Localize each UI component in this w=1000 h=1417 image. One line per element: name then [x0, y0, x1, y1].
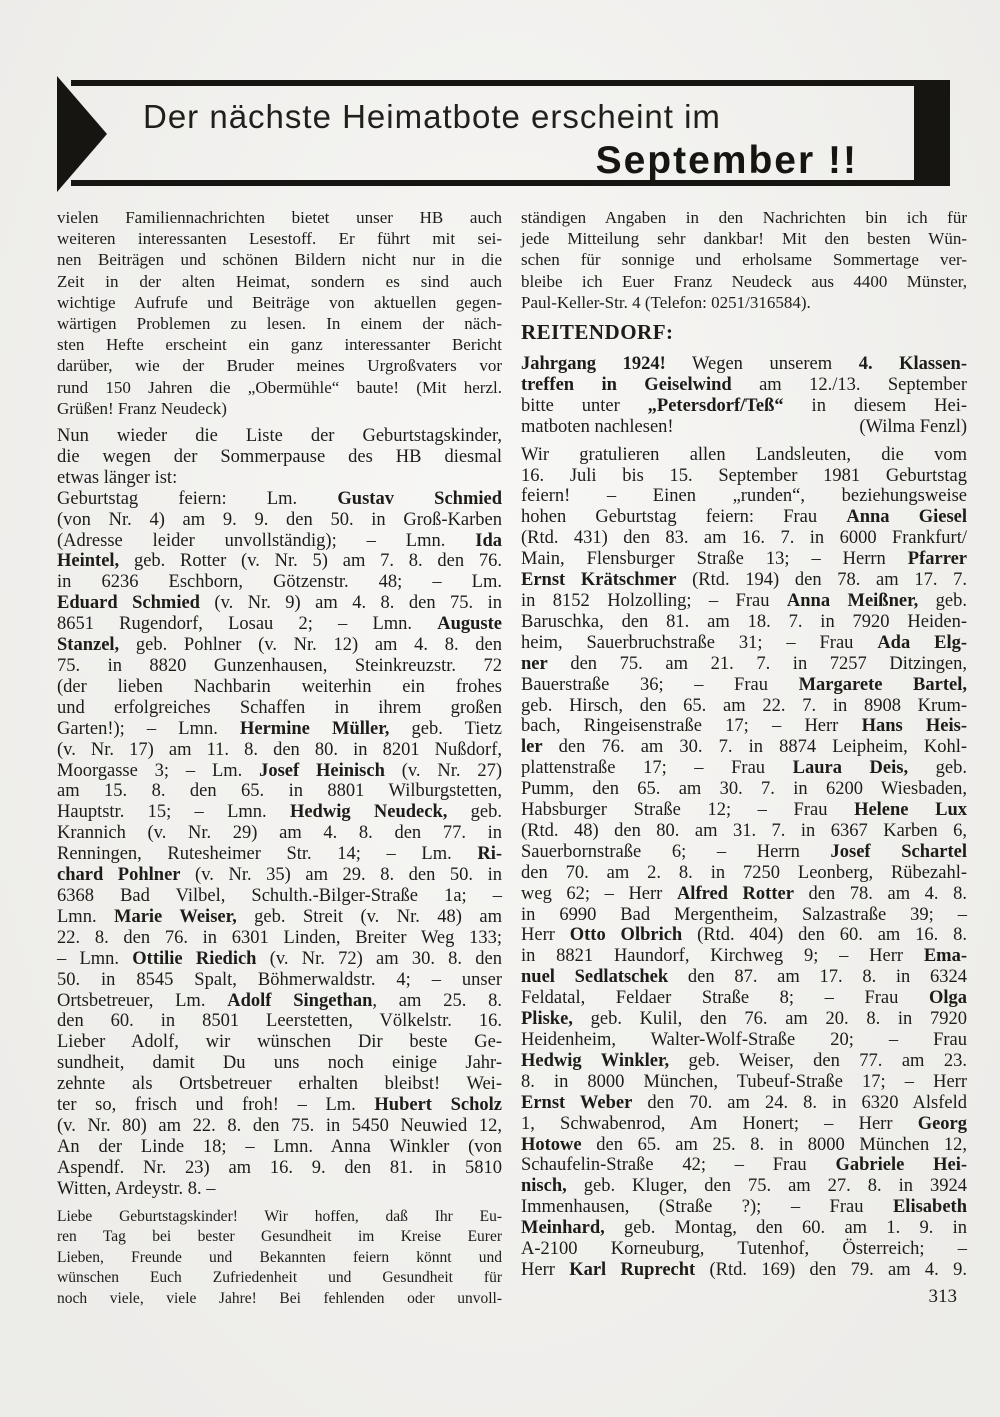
- text-line: 16. Juli bis 15. September 1981 Geburtstag: [521, 465, 967, 486]
- text-line: Geburtstag feiern: Lm. Gustav Schmied: [57, 488, 502, 509]
- banner-title: Der nächste Heimatbote erscheint im: [143, 98, 721, 135]
- text-line: Wir gratulieren allen Landsleuten, die vom: [521, 444, 967, 465]
- text-line: Ortsbetreuer, Lm. Adolf Singethan, am 25. 8.: [57, 990, 502, 1011]
- text-line: Lieben, Freunde und Bekannten feiern könnt und: [57, 1248, 502, 1266]
- text-line: 8. in 8000 München, Tubeuf-Straße 17; – Herr: [521, 1071, 967, 1092]
- text-line: 1, Schwabenrod, Am Honert; – Herr Georg: [521, 1113, 967, 1134]
- paragraph: [521, 354, 967, 438]
- banner-end-bar: [914, 86, 950, 180]
- text-line: (v. Nr. 80) am 22. 8. den 75. in 5450 Neuwied 12,: [57, 1115, 502, 1136]
- text-line: Jahrgang 1924! Wegen unserem 4. Klassen-: [521, 354, 967, 375]
- text-line: nisch, geb. Kluger, den 75. am 27. 8. in 3924: [521, 1176, 967, 1197]
- text-line: heim, Sauerbruchstraße 31; – Frau Ada Elg-: [521, 632, 967, 653]
- text-line: in 8821 Haundorf, Kirchweg 9; – Herr Ema-: [521, 946, 967, 967]
- text-line: ler den 76. am 30. 7. in 8874 Leipheim, Kohl-: [521, 737, 967, 758]
- text-line: REITENDORF:: [521, 320, 674, 345]
- text-line: Garten!); – Lmn. Hermine Müller, geb. Tietz: [57, 718, 502, 739]
- text-line: chard Pohlner (v. Nr. 35) am 29. 8. den 50. in: [57, 865, 502, 886]
- text-line: in 6990 Bad Mergentheim, Salzastraße 39; –: [521, 904, 967, 925]
- text-line: bach, Ringeisenstraße 17; – Herr Hans Heis-: [521, 716, 968, 737]
- text-line: Sauerbornstraße 6; – Herrn Josef Schartel: [521, 841, 967, 862]
- paragraph: [57, 489, 502, 1200]
- text-line: (Adresse leider unvollständig); – Lmn. Ida: [57, 530, 502, 551]
- paragraph: [57, 207, 502, 419]
- text-line: Baruschka, den 81. am 18. 7. in 7920 Heiden-: [521, 611, 967, 632]
- text-segment: (Wilma Fenzl): [859, 416, 967, 437]
- page-number: 313: [928, 1286, 957, 1307]
- text-line: (Rtd. 431) den 83. am 16. 7. in 6000 Frankfurt/: [521, 528, 967, 549]
- text-line: Stanzel, geb. Pohlner (v. Nr. 12) am 4. 8. den: [57, 635, 502, 656]
- text-line: die wegen der Sommerpause des HB diesmal: [57, 446, 502, 467]
- text-line: weiteren interessanten Lesestoff. Er führt mit sei-: [57, 229, 502, 249]
- text-line: Immenhausen, (Straße ?); – Frau Elisabeth: [521, 1197, 967, 1218]
- text-line: plattenstraße 17; – Frau Laura Deis, geb.: [521, 758, 967, 779]
- text-line: Bauerstraße 36; – Frau Margarete Bartel,: [521, 674, 967, 695]
- text-line: (von Nr. 4) am 9. 9. den 50. in Groß-Karben: [57, 509, 502, 530]
- text-line: hohen Geburtstag feiern: Frau Anna Giesel: [521, 507, 967, 528]
- text-line: ter so, frisch und froh! – Lm. Hubert Scholz: [57, 1095, 502, 1116]
- text-line: etwas länger ist:: [57, 467, 178, 488]
- text-line: ständigen Angaben in den Nachrichten bin ich für: [521, 208, 967, 227]
- text-line: 8651 Rugendorf, Losau 2; – Lmn. Auguste: [57, 614, 502, 635]
- text-line: Main, Flensburger Straße 13; – Herrn Pfarrer: [521, 549, 967, 570]
- text-line: Meinhard, geb. Montag, den 60. am 1. 9. in: [521, 1218, 967, 1239]
- text-line: sundheit, damit Du uns noch einige Jahr-: [57, 1053, 502, 1074]
- text-line: Feldatal, Feldaer Straße 8; – Frau Olga: [521, 988, 967, 1009]
- banner-subtitle: September !!: [595, 139, 858, 182]
- text-line: zehnte als Ortsbetreuer erhalten bleibst! Wei-: [57, 1074, 502, 1095]
- text-line: wichtige Aufrufe und Beiträge von aktuellen gegen-: [57, 292, 502, 312]
- text-line: 75. in 8820 Gunzenhausen, Steinkreuzstr. 72: [57, 656, 502, 676]
- text-line: Nun wieder die Liste der Geburtstagskinder,: [57, 426, 502, 447]
- text-line: Eduard Schmied (v. Nr. 9) am 4. 8. den 75. in: [57, 593, 502, 614]
- text-line: Zeit in der alten Heimat, sondern es sind auch: [57, 271, 502, 291]
- text-line: wünschen Euch Zufriedenheit und Gesundheit für: [57, 1269, 502, 1287]
- text-line: sten Hefte erscheint ein ganz interessanter Bericht: [57, 335, 502, 355]
- text-line: Habsburger Straße 12; – Frau Helene Lux: [521, 800, 967, 821]
- text-line: Herr Otto Olbrich (Rtd. 404) den 60. am 16. 8.: [521, 925, 967, 946]
- paragraph: [57, 1207, 502, 1310]
- text-line: Heidenheim, Walter-Wolf-Straße 20; – Frau: [521, 1030, 967, 1051]
- text-line: bleibe ich Euer Franz Neudeck aus 4400 Münster,: [521, 271, 967, 291]
- left-column: [57, 207, 502, 1310]
- text-line: Ernst Weber den 70. am 24. 8. in 6320 Alsfeld: [521, 1092, 967, 1113]
- text-line: nuel Sedlatschek den 87. am 17. 8. in 6324: [521, 967, 968, 988]
- text-line: Renningen, Rutesheimer Str. 14; – Lm. Ri-: [57, 844, 502, 865]
- text-line: (der lieben Nachbarin weiterhin ein frohes: [57, 676, 502, 697]
- text-line: Pliske, geb. Kulil, den 76. am 20. 8. in 7920: [521, 1009, 967, 1030]
- text-line: in 8152 Holzolling; – Frau Anna Meißner, geb.: [521, 590, 967, 611]
- text-line: vielen Familiennachrichten bietet unser HB auch: [57, 208, 502, 227]
- text-line: darüber, wie der Bruder meines Urgroßvaters vor: [57, 356, 502, 376]
- text-line: ren Tag bei bester Gesundheit im Kreise Eurer: [57, 1228, 502, 1246]
- text-line: noch viele, viele Jahre! Bei fehlenden oder unvoll-: [57, 1289, 502, 1307]
- text-line: nen Beiträgen und schönen Bildern nicht nur in die: [57, 250, 502, 270]
- text-line: Hotowe den 65. am 25. 8. in 8000 München 12,: [521, 1134, 967, 1155]
- text-line: jede Mitteilung sehr dankbar! Mit den besten Wün-: [521, 229, 967, 249]
- text-line: und erfolgreiches Schaffen in ihrem großen: [57, 697, 502, 718]
- text-line: Heintel, geb. Rotter (v. Nr. 5) am 7. 8. den 76.: [57, 551, 502, 572]
- text-line: Pumm, den 65. am 30. 7. in 6200 Wiesbaden,: [521, 779, 967, 800]
- text-line: am 15. 8. den 65. in 8801 Wilburgstetten,: [57, 781, 502, 802]
- text-segment: matboten nachlesen!: [521, 416, 674, 437]
- text-line: den 70. am 2. 8. in 7250 Leonberg, Rübezahl-: [521, 862, 967, 883]
- text-line: Witten, Ardeystr. 8. –: [57, 1178, 216, 1199]
- text-line: – Lmn. Ottilie Riedich (v. Nr. 72) am 30. 8. den: [57, 948, 502, 969]
- text-line: A-2100 Korneuburg, Tutenhof, Österreich; –: [521, 1239, 967, 1260]
- text-line: feiern! – Einen „runden“, beziehungsweise: [521, 486, 967, 507]
- text-line: treffen in Geiselwind am 12./13. September: [521, 374, 968, 395]
- text-line: An der Linde 18; – Lmn. Anna Winkler (von: [57, 1136, 502, 1157]
- text-line: 50. in 8545 Spalt, Böhmerwaldstr. 4; – unser: [57, 969, 502, 990]
- paragraph: [57, 426, 502, 489]
- text-line: rund 150 Jahren die „Obermühle“ baute! (Mit herzl.: [57, 377, 502, 397]
- banner-strip: [71, 80, 950, 186]
- text-line: Lmn. Marie Weiser, geb. Streit (v. Nr. 48) am: [57, 906, 502, 927]
- text-line: Aspendf. Nr. 23) am 16. 9. den 81. in 5810: [57, 1157, 502, 1178]
- text-line: wärtigen Problemen zu lesen. In einem der näch-: [57, 314, 502, 334]
- text-line: Hauptstr. 15; – Lmn. Hedwig Neudeck, geb.: [57, 802, 502, 823]
- text-line: (Rtd. 48) den 80. am 31. 7. in 6367 Karben 6,: [521, 820, 967, 841]
- paragraph: [521, 207, 967, 313]
- text-line: (v. Nr. 17) am 11. 8. den 80. in 8201 Nußdorf,: [57, 739, 502, 760]
- text-line: ner den 75. am 21. 7. in 7257 Ditzingen,: [521, 653, 967, 674]
- text-line: Krannich (v. Nr. 29) am 4. 8. den 77. in: [57, 823, 502, 844]
- text-line: Liebe Geburtstagskinder! Wir hoffen, daß Ihr Eu-: [57, 1207, 502, 1225]
- text-line: weg 62; – Herr Alfred Rotter den 78. am 4. 8.: [521, 883, 968, 904]
- text-line: geb. Hirsch, den 65. am 22. 7. in 8908 Krum-: [521, 695, 967, 716]
- text-line: [521, 417, 967, 438]
- text-line: Ernst Krätschmer (Rtd. 194) den 78. am 17. 7.: [521, 570, 967, 591]
- paragraph: [521, 445, 967, 1281]
- text-line: Paul-Keller-Str. 4 (Telefon: 0251/316584).: [521, 292, 811, 312]
- text-line: 6368 Bad Vilbel, Schulth.-Bilger-Straße 1a; –: [57, 885, 502, 906]
- right-column: [521, 207, 967, 1281]
- text-line: Moorgasse 3; – Lm. Josef Heinisch (v. Nr. 27): [57, 760, 502, 781]
- text-line: schen für sonnige und erholsame Sommertage ver-: [521, 250, 967, 270]
- text-line: in 6236 Eschborn, Götzenstr. 48; – Lm.: [57, 572, 502, 593]
- text-line: Lieber Adolf, wir wünschen Dir beste Ge-: [57, 1032, 502, 1053]
- text-line: bitte unter „Petersdorf/Teß“ in diesem Hei-: [521, 395, 967, 416]
- banner: [57, 80, 950, 186]
- paragraph: [521, 320, 967, 345]
- text-line: den 60. in 8501 Leerstetten, Völkelstr. 16.: [57, 1011, 502, 1032]
- text-line: Schaufelin-Straße 42; – Frau Gabriele Hei-: [521, 1155, 967, 1176]
- text-line: 22. 8. den 76. in 6301 Linden, Breiter Weg 133;: [57, 927, 502, 948]
- text-line: Hedwig Winkler, geb. Weiser, den 77. am 23.: [521, 1050, 967, 1071]
- text-line: Grüßen! Franz Neudeck): [57, 398, 227, 418]
- text-line: Herr Karl Ruprecht (Rtd. 169) den 79. am 4. 9.: [521, 1259, 967, 1280]
